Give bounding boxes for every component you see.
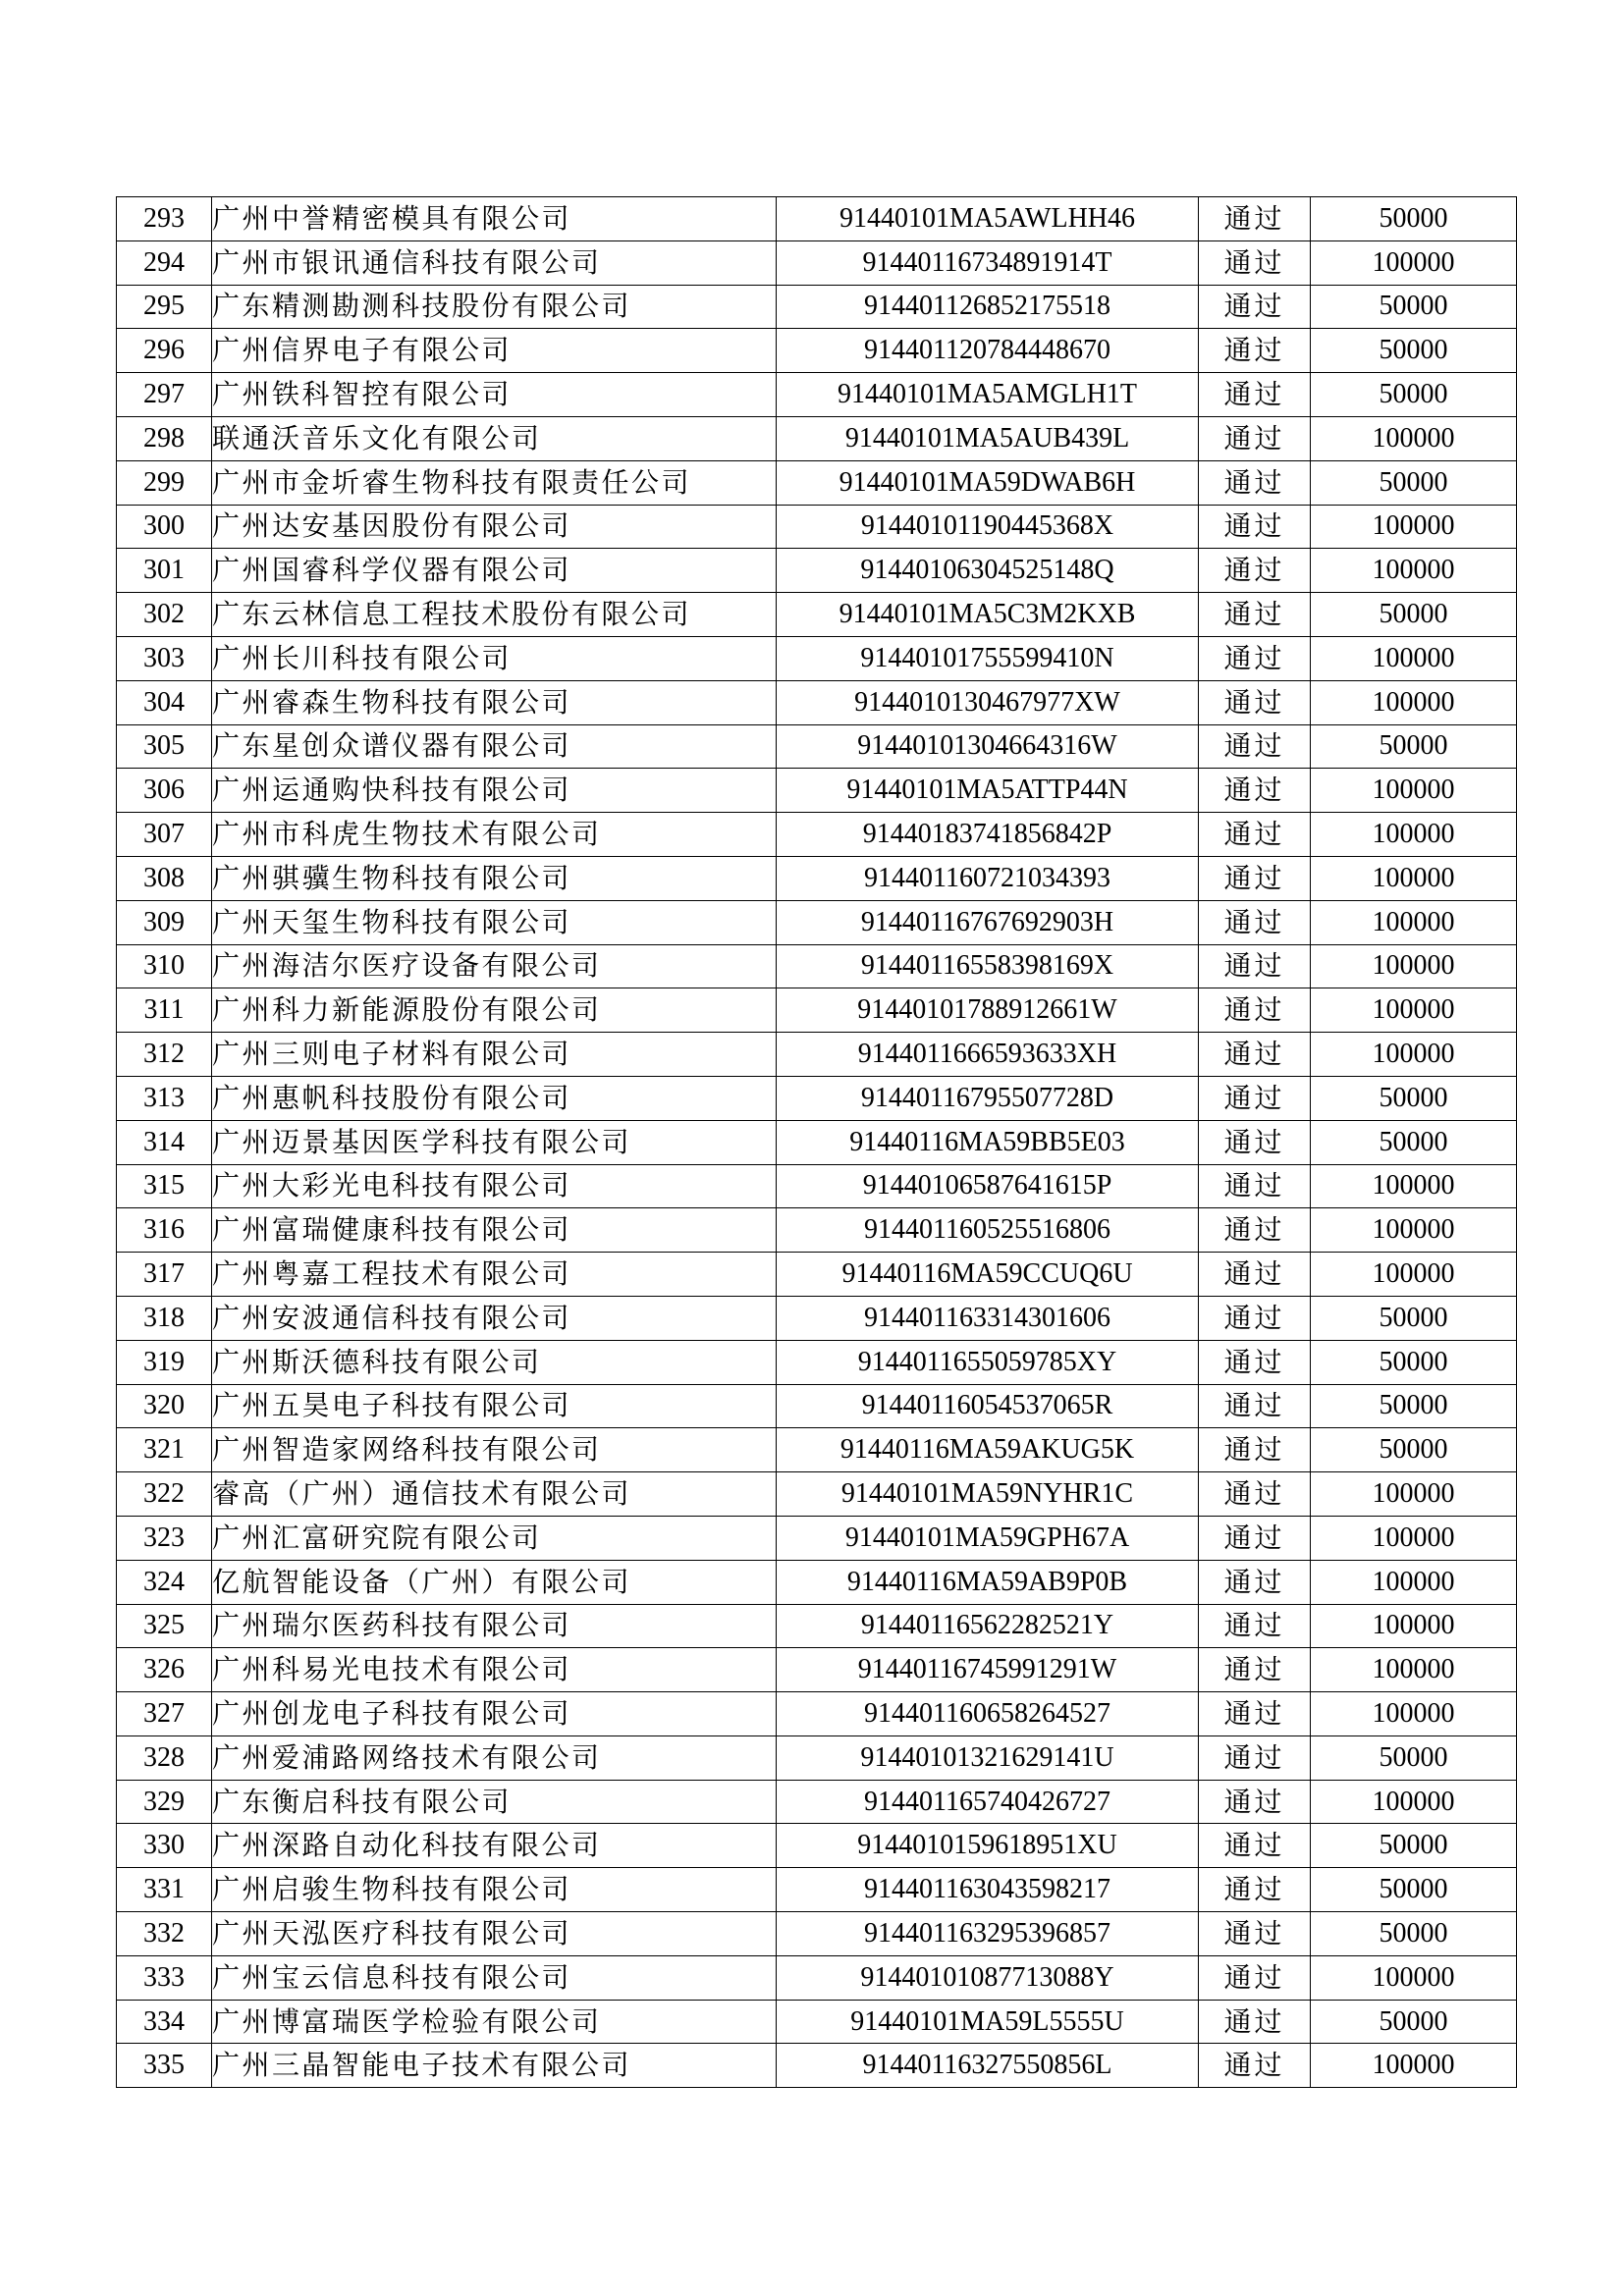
row-number-cell: 303	[117, 636, 212, 680]
credit-code-cell: 9144011655059785XY	[777, 1340, 1199, 1384]
status-cell: 通过	[1199, 1648, 1311, 1692]
amount-cell: 100000	[1311, 1472, 1517, 1517]
status-cell: 通过	[1199, 460, 1311, 505]
company-name-cell: 广州智造家网络科技有限公司	[212, 1428, 777, 1472]
status-cell: 通过	[1199, 2044, 1311, 2088]
credit-code-cell: 9144010130467977XW	[777, 680, 1199, 724]
status-cell: 通过	[1199, 1868, 1311, 1912]
row-number-cell: 295	[117, 285, 212, 329]
company-name-cell: 广州大彩光电科技有限公司	[212, 1164, 777, 1208]
amount-cell: 50000	[1311, 1428, 1517, 1472]
status-cell: 通过	[1199, 240, 1311, 285]
credit-code-cell: 91440116MA59AB9P0B	[777, 1560, 1199, 1604]
credit-code-cell: 91440101MA59L5555U	[777, 2000, 1199, 2044]
status-cell: 通过	[1199, 813, 1311, 857]
status-cell: 通过	[1199, 505, 1311, 549]
amount-cell: 50000	[1311, 593, 1517, 637]
credit-code-cell: 914401160525516806	[777, 1208, 1199, 1253]
row-number-cell: 328	[117, 1735, 212, 1780]
row-number-cell: 329	[117, 1780, 212, 1824]
company-name-cell: 广州安波通信科技有限公司	[212, 1296, 777, 1340]
amount-cell: 100000	[1311, 856, 1517, 900]
amount-cell: 100000	[1311, 1780, 1517, 1824]
row-number-cell: 305	[117, 724, 212, 769]
company-name-cell: 广州汇富研究院有限公司	[212, 1516, 777, 1560]
amount-cell: 100000	[1311, 900, 1517, 944]
row-number-cell: 334	[117, 2000, 212, 2044]
row-number-cell: 331	[117, 1868, 212, 1912]
table-row	[117, 1692, 1517, 1736]
company-name-cell: 广州瑞尔医药科技有限公司	[212, 1604, 777, 1648]
table-row	[117, 505, 1517, 549]
amount-cell: 100000	[1311, 1164, 1517, 1208]
status-cell: 通过	[1199, 329, 1311, 373]
table-row	[117, 373, 1517, 417]
credit-code-cell: 91440101MA59NYHR1C	[777, 1472, 1199, 1517]
amount-cell: 50000	[1311, 1735, 1517, 1780]
row-number-cell: 307	[117, 813, 212, 857]
row-number-cell: 319	[117, 1340, 212, 1384]
table-row	[117, 769, 1517, 813]
amount-cell: 100000	[1311, 1955, 1517, 2000]
company-name-cell: 广州富瑞健康科技有限公司	[212, 1208, 777, 1253]
amount-cell: 100000	[1311, 680, 1517, 724]
row-number-cell: 297	[117, 373, 212, 417]
company-name-cell: 广州睿森生物科技有限公司	[212, 680, 777, 724]
table-row	[117, 549, 1517, 593]
table-row	[117, 329, 1517, 373]
table-row	[117, 1076, 1517, 1120]
row-number-cell: 317	[117, 1253, 212, 1297]
company-name-cell: 广州信界电子有限公司	[212, 329, 777, 373]
company-name-cell: 亿航智能设备（广州）有限公司	[212, 1560, 777, 1604]
credit-code-cell: 91440116562282521Y	[777, 1604, 1199, 1648]
row-number-cell: 324	[117, 1560, 212, 1604]
amount-cell: 100000	[1311, 769, 1517, 813]
credit-code-cell: 914401163043598217	[777, 1868, 1199, 1912]
row-number-cell: 294	[117, 240, 212, 285]
status-cell: 通过	[1199, 1033, 1311, 1077]
status-cell: 通过	[1199, 416, 1311, 460]
status-cell: 通过	[1199, 944, 1311, 988]
row-number-cell: 321	[117, 1428, 212, 1472]
credit-code-cell: 914401120784448670	[777, 329, 1199, 373]
row-number-cell: 314	[117, 1120, 212, 1164]
table-row	[117, 1296, 1517, 1340]
row-number-cell: 320	[117, 1384, 212, 1428]
table-row	[117, 1340, 1517, 1384]
credit-code-cell: 914401126852175518	[777, 285, 1199, 329]
table-row	[117, 900, 1517, 944]
row-number-cell: 315	[117, 1164, 212, 1208]
credit-code-cell: 914401160721034393	[777, 856, 1199, 900]
amount-cell: 50000	[1311, 329, 1517, 373]
credit-code-cell: 91440101087713088Y	[777, 1955, 1199, 2000]
table-row	[117, 1253, 1517, 1297]
credit-code-cell: 91440101MA59GPH67A	[777, 1516, 1199, 1560]
amount-cell: 100000	[1311, 1560, 1517, 1604]
row-number-cell: 322	[117, 1472, 212, 1517]
table-row	[117, 2000, 1517, 2044]
status-cell: 通过	[1199, 1824, 1311, 1868]
company-approval-table	[116, 196, 1517, 2088]
status-cell: 通过	[1199, 1253, 1311, 1297]
table-row	[117, 1120, 1517, 1164]
table-row	[117, 197, 1517, 241]
row-number-cell: 313	[117, 1076, 212, 1120]
status-cell: 通过	[1199, 1164, 1311, 1208]
company-name-cell: 广州科力新能源股份有限公司	[212, 988, 777, 1033]
row-number-cell: 325	[117, 1604, 212, 1648]
row-number-cell: 332	[117, 1912, 212, 1956]
status-cell: 通过	[1199, 856, 1311, 900]
table-row	[117, 813, 1517, 857]
amount-cell: 100000	[1311, 944, 1517, 988]
status-cell: 通过	[1199, 1560, 1311, 1604]
status-cell: 通过	[1199, 769, 1311, 813]
status-cell: 通过	[1199, 1208, 1311, 1253]
company-name-cell: 广州爱浦路网络技术有限公司	[212, 1735, 777, 1780]
amount-cell: 100000	[1311, 1692, 1517, 1736]
credit-code-cell: 91440116795507728D	[777, 1076, 1199, 1120]
status-cell: 通过	[1199, 1428, 1311, 1472]
amount-cell: 100000	[1311, 1648, 1517, 1692]
credit-code-cell: 91440101MA5AWLHH46	[777, 197, 1199, 241]
amount-cell: 100000	[1311, 416, 1517, 460]
credit-code-cell: 91440101MA5ATTP44N	[777, 769, 1199, 813]
credit-code-cell: 91440101755599410N	[777, 636, 1199, 680]
company-name-cell: 广州五昊电子科技有限公司	[212, 1384, 777, 1428]
row-number-cell: 330	[117, 1824, 212, 1868]
row-number-cell: 310	[117, 944, 212, 988]
table-row	[117, 1648, 1517, 1692]
company-name-cell: 广州宝云信息科技有限公司	[212, 1955, 777, 2000]
row-number-cell: 302	[117, 593, 212, 637]
amount-cell: 50000	[1311, 197, 1517, 241]
status-cell: 通过	[1199, 285, 1311, 329]
row-number-cell: 293	[117, 197, 212, 241]
row-number-cell: 298	[117, 416, 212, 460]
status-cell: 通过	[1199, 1912, 1311, 1956]
amount-cell: 100000	[1311, 1253, 1517, 1297]
company-name-cell: 广州三则电子材料有限公司	[212, 1033, 777, 1077]
credit-code-cell: 91440116558398169X	[777, 944, 1199, 988]
status-cell: 通过	[1199, 593, 1311, 637]
status-cell: 通过	[1199, 1516, 1311, 1560]
credit-code-cell: 91440106304525148Q	[777, 549, 1199, 593]
company-name-cell: 广东精测勘测科技股份有限公司	[212, 285, 777, 329]
status-cell: 通过	[1199, 1692, 1311, 1736]
row-number-cell: 327	[117, 1692, 212, 1736]
status-cell: 通过	[1199, 724, 1311, 769]
amount-cell: 50000	[1311, 1824, 1517, 1868]
amount-cell: 50000	[1311, 1868, 1517, 1912]
status-cell: 通过	[1199, 2000, 1311, 2044]
table-row	[117, 416, 1517, 460]
status-cell: 通过	[1199, 1340, 1311, 1384]
credit-code-cell: 91440116054537065R	[777, 1384, 1199, 1428]
amount-cell: 50000	[1311, 724, 1517, 769]
row-number-cell: 335	[117, 2044, 212, 2088]
company-name-cell: 广州启骏生物科技有限公司	[212, 1868, 777, 1912]
status-cell: 通过	[1199, 549, 1311, 593]
table-row	[117, 2044, 1517, 2088]
status-cell: 通过	[1199, 636, 1311, 680]
credit-code-cell: 914401160658264527	[777, 1692, 1199, 1736]
status-cell: 通过	[1199, 1076, 1311, 1120]
row-number-cell: 300	[117, 505, 212, 549]
table-row	[117, 1868, 1517, 1912]
row-number-cell: 311	[117, 988, 212, 1033]
amount-cell: 100000	[1311, 1604, 1517, 1648]
company-name-cell: 广州运通购快科技有限公司	[212, 769, 777, 813]
row-number-cell: 323	[117, 1516, 212, 1560]
row-number-cell: 316	[117, 1208, 212, 1253]
table-row	[117, 1472, 1517, 1517]
credit-code-cell: 91440116745991291W	[777, 1648, 1199, 1692]
credit-code-cell: 91440101MA5AMGLH1T	[777, 373, 1199, 417]
row-number-cell: 333	[117, 1955, 212, 2000]
company-name-cell: 广州创龙电子科技有限公司	[212, 1692, 777, 1736]
row-number-cell: 301	[117, 549, 212, 593]
table-row	[117, 1208, 1517, 1253]
company-name-cell: 广州博富瑞医学检验有限公司	[212, 2000, 777, 2044]
row-number-cell: 299	[117, 460, 212, 505]
status-cell: 通过	[1199, 373, 1311, 417]
table-row	[117, 1516, 1517, 1560]
credit-code-cell: 91440101MA5C3M2KXB	[777, 593, 1199, 637]
credit-code-cell: 91440101304664316W	[777, 724, 1199, 769]
table-row	[117, 1033, 1517, 1077]
row-number-cell: 326	[117, 1648, 212, 1692]
amount-cell: 50000	[1311, 1340, 1517, 1384]
credit-code-cell: 9144010159618951XU	[777, 1824, 1199, 1868]
credit-code-cell: 91440116767692903H	[777, 900, 1199, 944]
status-cell: 通过	[1199, 1120, 1311, 1164]
table-row	[117, 593, 1517, 637]
credit-code-cell: 91440116327550856L	[777, 2044, 1199, 2088]
credit-code-cell: 91440101MA59DWAB6H	[777, 460, 1199, 505]
credit-code-cell: 9144011666593633XH	[777, 1033, 1199, 1077]
table-row	[117, 1955, 1517, 2000]
company-name-cell: 广州科易光电技术有限公司	[212, 1648, 777, 1692]
credit-code-cell: 91440106587641615P	[777, 1164, 1199, 1208]
row-number-cell: 306	[117, 769, 212, 813]
company-name-cell: 广州海洁尔医疗设备有限公司	[212, 944, 777, 988]
status-cell: 通过	[1199, 1955, 1311, 2000]
company-name-cell: 广东衡启科技有限公司	[212, 1780, 777, 1824]
status-cell: 通过	[1199, 988, 1311, 1033]
table-row	[117, 856, 1517, 900]
credit-code-cell: 91440101190445368X	[777, 505, 1199, 549]
status-cell: 通过	[1199, 1472, 1311, 1517]
status-cell: 通过	[1199, 1604, 1311, 1648]
table-row	[117, 988, 1517, 1033]
credit-code-cell: 914401163314301606	[777, 1296, 1199, 1340]
amount-cell: 100000	[1311, 988, 1517, 1033]
row-number-cell: 312	[117, 1033, 212, 1077]
row-number-cell: 296	[117, 329, 212, 373]
table-row	[117, 460, 1517, 505]
table-row	[117, 1824, 1517, 1868]
credit-code-cell: 91440116MA59AKUG5K	[777, 1428, 1199, 1472]
company-name-cell: 广州三晶智能电子技术有限公司	[212, 2044, 777, 2088]
amount-cell: 100000	[1311, 1033, 1517, 1077]
amount-cell: 100000	[1311, 1516, 1517, 1560]
table-body	[117, 197, 1517, 2088]
status-cell: 通过	[1199, 1384, 1311, 1428]
amount-cell: 100000	[1311, 240, 1517, 285]
row-number-cell: 309	[117, 900, 212, 944]
table-row	[117, 1780, 1517, 1824]
company-name-cell: 睿高（广州）通信技术有限公司	[212, 1472, 777, 1517]
company-name-cell: 广州惠帆科技股份有限公司	[212, 1076, 777, 1120]
status-cell: 通过	[1199, 680, 1311, 724]
amount-cell: 100000	[1311, 636, 1517, 680]
company-name-cell: 广东云林信息工程技术股份有限公司	[212, 593, 777, 637]
amount-cell: 50000	[1311, 1384, 1517, 1428]
table-row	[117, 1164, 1517, 1208]
status-cell: 通过	[1199, 1735, 1311, 1780]
company-name-cell: 广州国睿科学仪器有限公司	[212, 549, 777, 593]
company-name-cell: 广州铁科智控有限公司	[212, 373, 777, 417]
status-cell: 通过	[1199, 1780, 1311, 1824]
company-name-cell: 广州市科虎生物技术有限公司	[212, 813, 777, 857]
credit-code-cell: 91440116734891914T	[777, 240, 1199, 285]
table-row	[117, 1384, 1517, 1428]
amount-cell: 50000	[1311, 460, 1517, 505]
company-name-cell: 广州斯沃德科技有限公司	[212, 1340, 777, 1384]
status-cell: 通过	[1199, 900, 1311, 944]
company-name-cell: 联通沃音乐文化有限公司	[212, 416, 777, 460]
row-number-cell: 304	[117, 680, 212, 724]
credit-code-cell: 91440183741856842P	[777, 813, 1199, 857]
table-row	[117, 1428, 1517, 1472]
amount-cell: 100000	[1311, 1208, 1517, 1253]
table-row	[117, 1560, 1517, 1604]
amount-cell: 50000	[1311, 285, 1517, 329]
company-name-cell: 广州长川科技有限公司	[212, 636, 777, 680]
amount-cell: 100000	[1311, 813, 1517, 857]
company-name-cell: 广州市银讯通信科技有限公司	[212, 240, 777, 285]
company-name-cell: 广州天玺生物科技有限公司	[212, 900, 777, 944]
company-name-cell: 广州迈景基因医学科技有限公司	[212, 1120, 777, 1164]
table-row	[117, 680, 1517, 724]
table-row	[117, 636, 1517, 680]
row-number-cell: 318	[117, 1296, 212, 1340]
company-name-cell: 广州粤嘉工程技术有限公司	[212, 1253, 777, 1297]
company-name-cell: 广东星创众谱仪器有限公司	[212, 724, 777, 769]
table-row	[117, 944, 1517, 988]
status-cell: 通过	[1199, 197, 1311, 241]
credit-code-cell: 91440101MA5AUB439L	[777, 416, 1199, 460]
amount-cell: 50000	[1311, 2000, 1517, 2044]
amount-cell: 50000	[1311, 1912, 1517, 1956]
company-name-cell: 广州市金圻睿生物科技有限责任公司	[212, 460, 777, 505]
table-row	[117, 1912, 1517, 1956]
credit-code-cell: 914401163295396857	[777, 1912, 1199, 1956]
company-name-cell: 广州天泓医疗科技有限公司	[212, 1912, 777, 1956]
status-cell: 通过	[1199, 1296, 1311, 1340]
credit-code-cell: 91440101321629141U	[777, 1735, 1199, 1780]
table-row	[117, 285, 1517, 329]
table-row	[117, 1604, 1517, 1648]
credit-code-cell: 91440116MA59BB5E03	[777, 1120, 1199, 1164]
amount-cell: 50000	[1311, 1120, 1517, 1164]
credit-code-cell: 91440101788912661W	[777, 988, 1199, 1033]
amount-cell: 100000	[1311, 2044, 1517, 2088]
amount-cell: 50000	[1311, 1076, 1517, 1120]
row-number-cell: 308	[117, 856, 212, 900]
amount-cell: 50000	[1311, 373, 1517, 417]
company-name-cell: 广州达安基因股份有限公司	[212, 505, 777, 549]
credit-code-cell: 914401165740426727	[777, 1780, 1199, 1824]
amount-cell: 100000	[1311, 505, 1517, 549]
table-row	[117, 240, 1517, 285]
credit-code-cell: 91440116MA59CCUQ6U	[777, 1253, 1199, 1297]
table-row	[117, 724, 1517, 769]
company-name-cell: 广州深路自动化科技有限公司	[212, 1824, 777, 1868]
amount-cell: 100000	[1311, 549, 1517, 593]
amount-cell: 50000	[1311, 1296, 1517, 1340]
company-name-cell: 广州中誉精密模具有限公司	[212, 197, 777, 241]
table-row	[117, 1735, 1517, 1780]
company-name-cell: 广州骐骥生物科技有限公司	[212, 856, 777, 900]
